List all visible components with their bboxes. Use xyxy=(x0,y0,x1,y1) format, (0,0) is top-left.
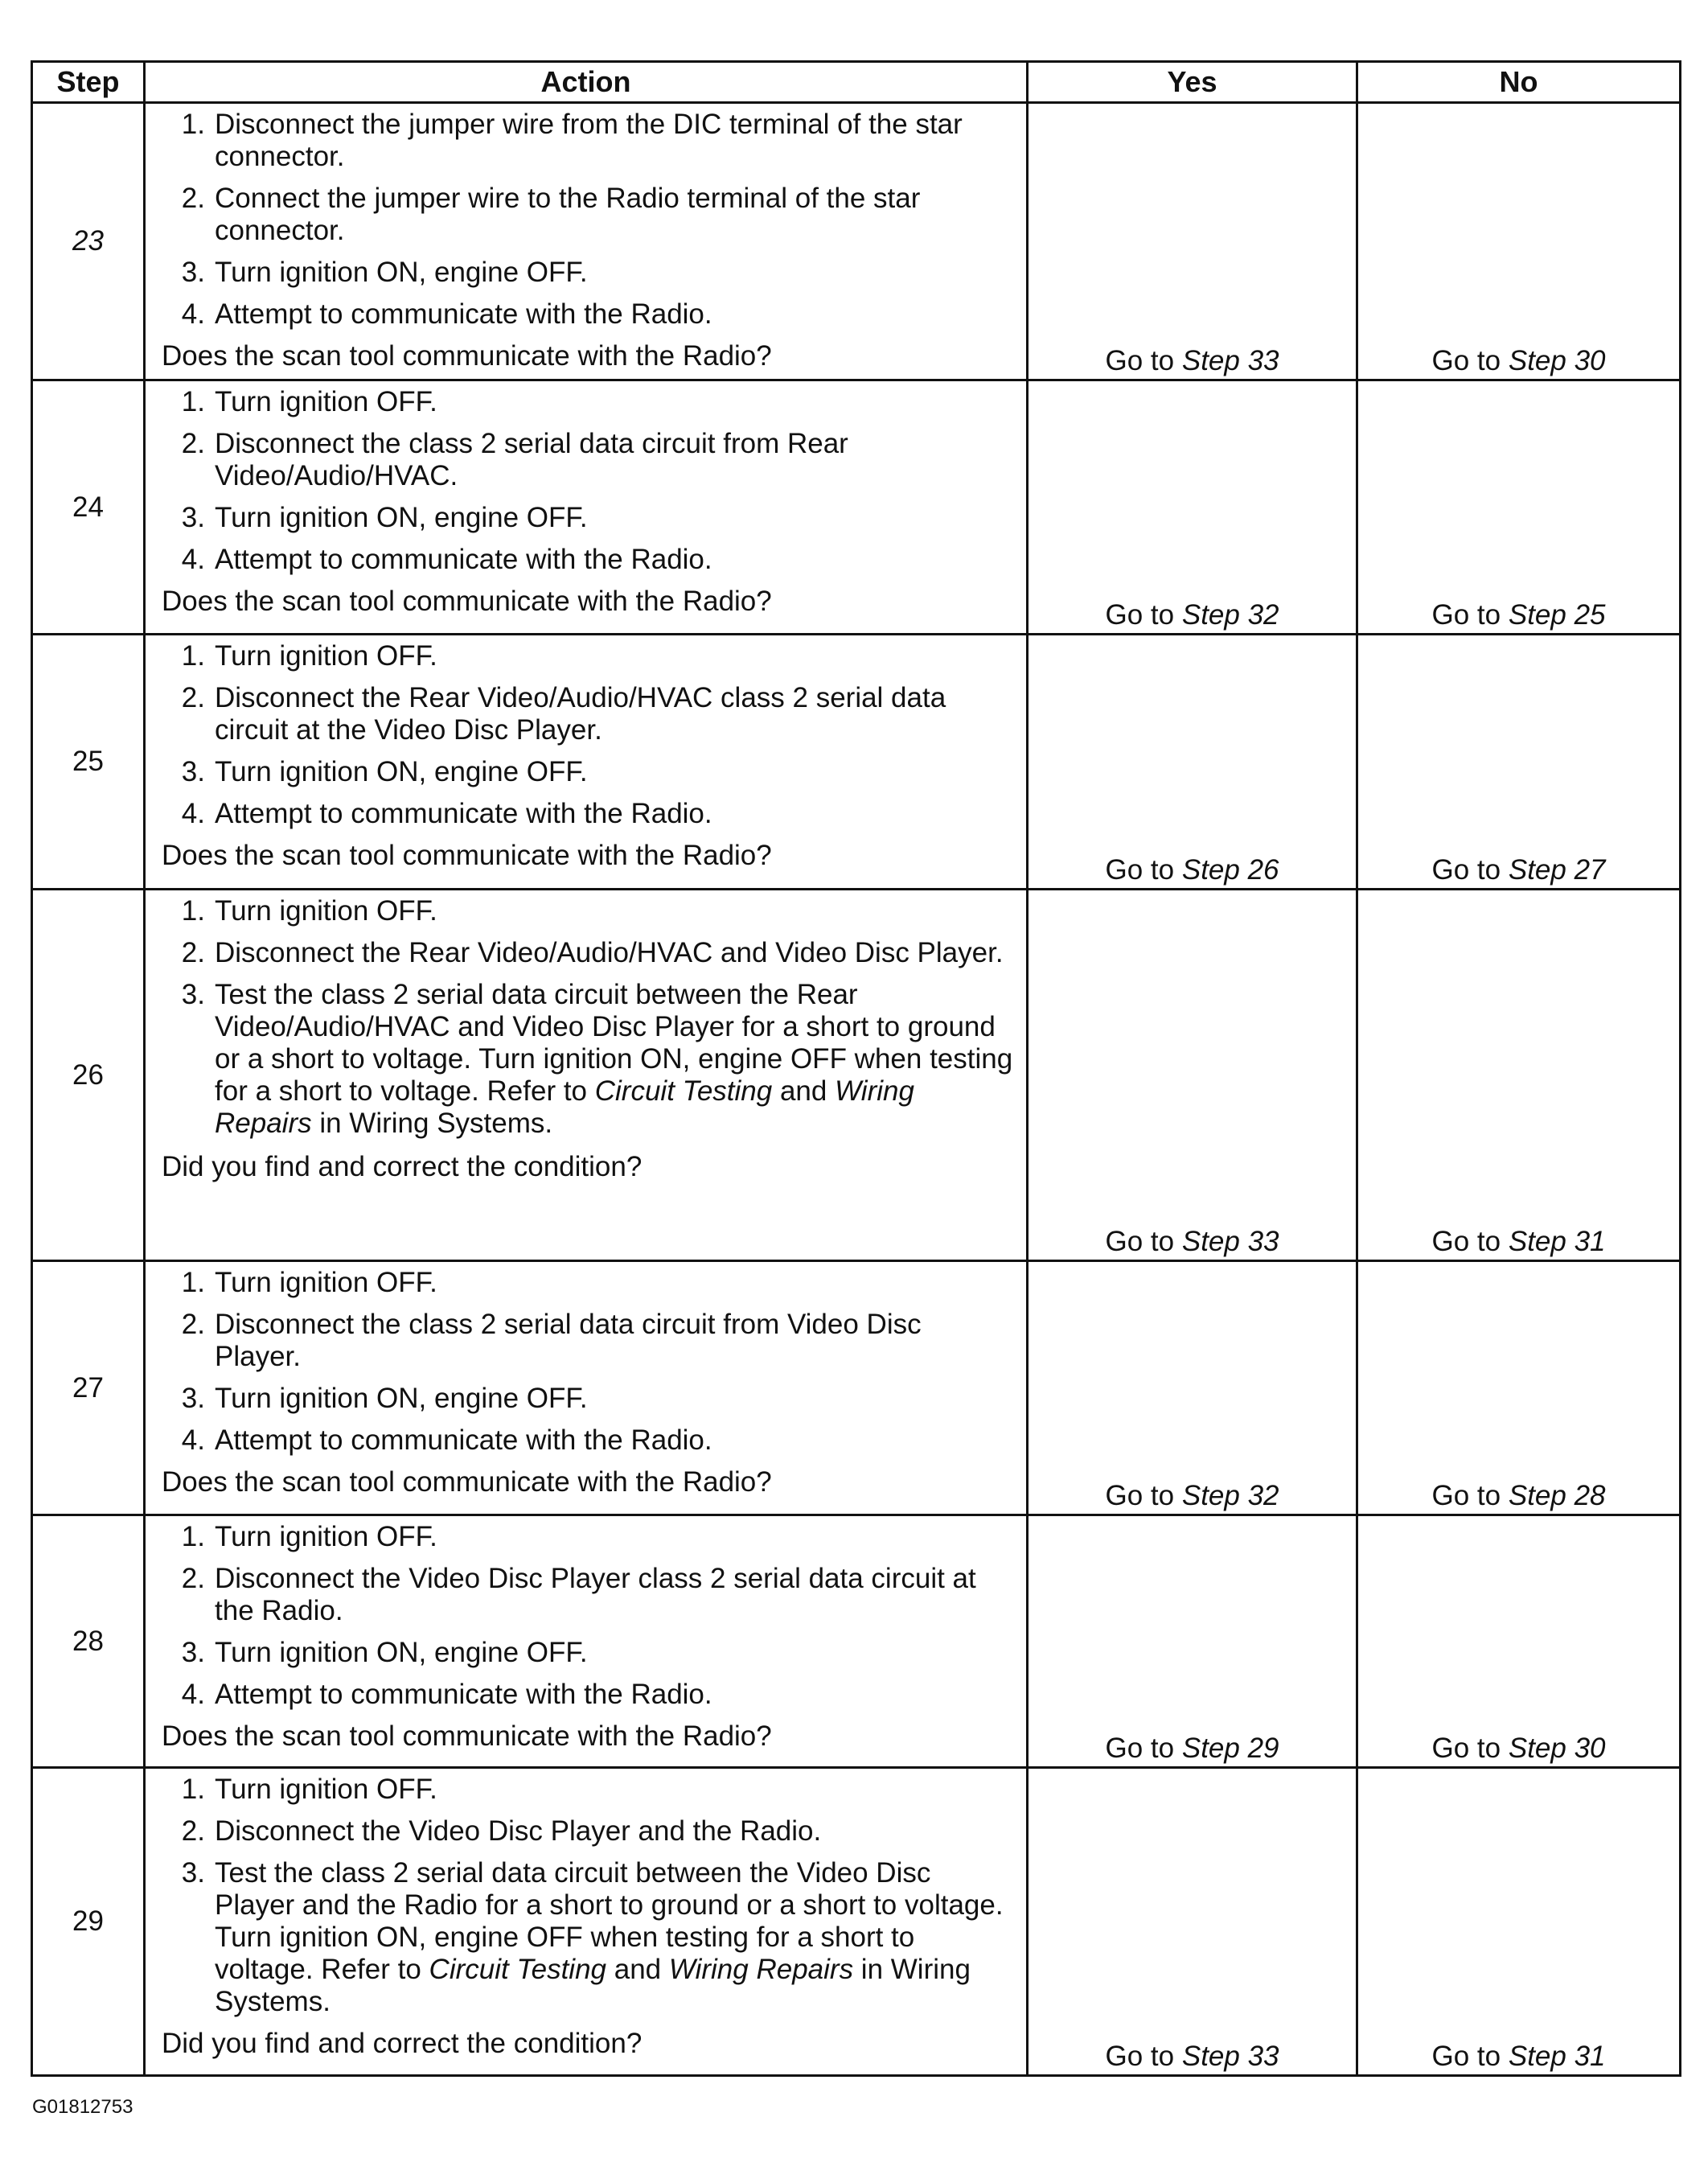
yes-step-reference: Step 29 xyxy=(1181,1733,1279,1764)
action-substep xyxy=(162,502,1015,534)
action-question: Does the scan tool communicate with the Radio? xyxy=(162,340,772,372)
substep-text xyxy=(215,1521,1015,1553)
action-question: Did you find and correct the condition? xyxy=(162,1151,643,1182)
action-substep xyxy=(162,298,1015,331)
no-step-reference: Step 31 xyxy=(1508,1226,1606,1257)
no-step-reference: Step 30 xyxy=(1508,1733,1606,1764)
action-substep xyxy=(162,544,1015,576)
action-substep xyxy=(162,1424,1015,1457)
substep-segment: Turn ignition OFF. xyxy=(215,386,437,417)
substep-segment: Disconnect the Rear Video/Audio/HVAC and Video Disc Player. xyxy=(215,937,1004,968)
action-question: Does the scan tool communicate with the Radio? xyxy=(162,1720,772,1752)
figure-id: G01812753 xyxy=(32,2096,133,2118)
table-row xyxy=(32,1768,1681,2076)
substep-number: 2. xyxy=(181,1815,205,1847)
substep-segment: Test the class 2 serial data circuit between the xyxy=(215,979,797,1010)
action-substep xyxy=(162,1521,1015,1553)
substep-number: 1. xyxy=(181,1267,205,1298)
no-cell xyxy=(1357,1768,1681,2076)
no-cell xyxy=(1357,1261,1681,1515)
substep-number: 2. xyxy=(181,183,205,214)
no-step-reference: Step 30 xyxy=(1508,345,1606,376)
substep-text xyxy=(215,1815,1015,1848)
substep-number: 4. xyxy=(181,1424,205,1456)
substep-segment: Test the class 2 serial data circuit between the Video Disc Player and the Radio for a short to ground or a short to voltage. Turn ignition ON, engine OFF when testing for a short to voltage. Refer to xyxy=(215,1857,1004,1985)
no-step-reference: Step 28 xyxy=(1508,1480,1606,1511)
yes-cell xyxy=(1028,1515,1357,1768)
table-body xyxy=(32,103,1681,2076)
action-substep xyxy=(162,756,1015,788)
no-cell xyxy=(1357,380,1681,635)
step-number: 23 xyxy=(32,103,145,380)
action-cell xyxy=(145,380,1028,635)
action-substep xyxy=(162,1563,1015,1627)
substep-text xyxy=(215,979,1015,1140)
yes-cell xyxy=(1028,1261,1357,1515)
substep-text xyxy=(215,109,1015,173)
table-row xyxy=(32,1515,1681,1768)
substep-text xyxy=(215,937,1015,969)
substep-number: 3. xyxy=(181,502,205,533)
substep-segment: Turn ignition ON, engine OFF. xyxy=(215,1637,588,1668)
substep-text xyxy=(215,1267,1015,1299)
substep-text xyxy=(215,428,1015,492)
no-cell xyxy=(1357,635,1681,890)
go-to-label: Go to xyxy=(1105,1226,1175,1257)
yes-step-reference: Step 33 xyxy=(1181,1226,1279,1257)
action-substep xyxy=(162,1383,1015,1415)
substep-segment: Turn ignition ON, engine OFF. xyxy=(215,502,588,533)
substep-text xyxy=(215,1424,1015,1457)
action-substep xyxy=(162,109,1015,173)
substep-number: 4. xyxy=(181,544,205,575)
go-to-label: Go to xyxy=(1431,2041,1501,2072)
go-to-label: Go to xyxy=(1105,345,1175,376)
action-substep xyxy=(162,1815,1015,1848)
yes-cell xyxy=(1028,380,1357,635)
substep-segment: Turn ignition ON, engine OFF. xyxy=(215,1383,588,1414)
header-no: No xyxy=(1357,62,1681,103)
table-row xyxy=(32,635,1681,890)
yes-cell xyxy=(1028,1768,1357,2076)
table-row xyxy=(32,103,1681,380)
action-substep xyxy=(162,1679,1015,1711)
substep-segment: Disconnect the Video Disc Player class 2 serial data circuit at the Radio. xyxy=(215,1563,976,1626)
go-to-label: Go to xyxy=(1105,1480,1175,1511)
substep-number: 2. xyxy=(181,428,205,459)
action-substep xyxy=(162,1309,1015,1373)
substep-segment: Turn ignition OFF. xyxy=(215,1267,437,1298)
substep-segment: Rear Video/Audio/HVAC. xyxy=(215,428,848,491)
substep-text xyxy=(215,386,1015,418)
substep-number: 1. xyxy=(181,1774,205,1805)
yes-cell xyxy=(1028,635,1357,890)
substep-number: 3. xyxy=(181,979,205,1010)
action-substep xyxy=(162,798,1015,830)
action-substep xyxy=(162,1637,1015,1669)
substep-number: 2. xyxy=(181,1563,205,1594)
action-substep xyxy=(162,257,1015,289)
reference-link-text: Wiring Repairs xyxy=(668,1954,854,1985)
substep-segment: Turn ignition ON, engine OFF. xyxy=(215,257,588,288)
no-step-reference: Step 27 xyxy=(1508,854,1606,886)
substep-number: 3. xyxy=(181,1857,205,1889)
action-cell xyxy=(145,1261,1028,1515)
substep-text xyxy=(215,1309,1015,1373)
substep-segment: Connect the jumper wire to the Radio terminal of the star connector. xyxy=(215,183,921,246)
yes-step-reference: Step 32 xyxy=(1181,599,1279,631)
substep-text xyxy=(215,544,1015,576)
action-cell xyxy=(145,1515,1028,1768)
action-substep xyxy=(162,895,1015,927)
action-question: Does the scan tool communicate with the Radio? xyxy=(162,840,772,871)
substep-segment: Disconnect the Video Disc Player and the Radio. xyxy=(215,1815,822,1847)
yes-step-reference: Step 33 xyxy=(1181,2041,1279,2072)
step-number: 27 xyxy=(32,1261,145,1515)
yes-step-reference: Step 33 xyxy=(1181,345,1279,376)
go-to-label: Go to xyxy=(1431,1226,1501,1257)
action-cell xyxy=(145,635,1028,890)
no-cell xyxy=(1357,890,1681,1261)
substep-segment: Attempt to communicate with the Radio. xyxy=(215,544,712,575)
step-number: 26 xyxy=(32,890,145,1261)
substep-text xyxy=(215,298,1015,331)
substep-number: 3. xyxy=(181,257,205,288)
go-to-label: Go to xyxy=(1105,2041,1175,2072)
substep-text xyxy=(215,682,1015,746)
substep-segment: in Wiring Systems. xyxy=(215,1954,971,2017)
diagnostic-table xyxy=(31,60,1681,2077)
action-substep xyxy=(162,386,1015,418)
substep-segment: Attempt to communicate with the Radio. xyxy=(215,298,712,330)
substep-text xyxy=(215,1563,1015,1627)
action-question: Does the scan tool communicate with the Radio? xyxy=(162,586,772,617)
header-action: Action xyxy=(145,62,1028,103)
table-row xyxy=(32,380,1681,635)
action-question: Did you find and correct the condition? xyxy=(162,2028,643,2059)
substep-number: 2. xyxy=(181,682,205,713)
substep-segment: and xyxy=(606,1954,669,1985)
action-cell xyxy=(145,103,1028,380)
substep-number: 1. xyxy=(181,640,205,672)
substep-segment: Turn ignition OFF. xyxy=(215,895,437,927)
substep-number: 2. xyxy=(181,1309,205,1340)
substep-text xyxy=(215,257,1015,289)
substep-text xyxy=(215,1383,1015,1415)
substep-text xyxy=(215,502,1015,534)
substep-segment: Rear Video/Audio/HVAC and Video Disc Player for a short to ground or a short to voltage. Turn ignition ON, engine OFF when testing for a short to voltage. Refer to xyxy=(215,979,1013,1107)
substep-number: 3. xyxy=(181,1383,205,1414)
table-row xyxy=(32,1261,1681,1515)
action-substep xyxy=(162,682,1015,746)
substep-number: 1. xyxy=(181,386,205,417)
substep-text xyxy=(215,756,1015,788)
action-substep xyxy=(162,640,1015,672)
go-to-label: Go to xyxy=(1431,1733,1501,1764)
action-substep xyxy=(162,183,1015,247)
step-number: 25 xyxy=(32,635,145,890)
substep-number: 1. xyxy=(181,109,205,140)
step-number: 29 xyxy=(32,1768,145,2076)
yes-step-reference: Step 26 xyxy=(1181,854,1279,886)
go-to-label: Go to xyxy=(1105,1733,1175,1764)
action-substep xyxy=(162,428,1015,492)
no-cell xyxy=(1357,103,1681,380)
action-substep xyxy=(162,1774,1015,1806)
step-number: 24 xyxy=(32,380,145,635)
substep-text xyxy=(215,895,1015,927)
substep-segment: Disconnect the Rear Video/Audio/HVAC class 2 serial data circuit at the Video Disc Player. xyxy=(215,682,946,746)
substep-number: 4. xyxy=(181,798,205,829)
substep-number: 2. xyxy=(181,937,205,968)
substep-segment: Turn ignition ON, engine OFF. xyxy=(215,756,588,787)
action-substep xyxy=(162,937,1015,969)
step-number: 28 xyxy=(32,1515,145,1768)
substep-text xyxy=(215,1679,1015,1711)
action-cell xyxy=(145,890,1028,1261)
substep-segment: Attempt to communicate with the Radio. xyxy=(215,1679,712,1710)
substep-segment: in Wiring Systems. xyxy=(311,1108,553,1139)
substep-segment: Turn ignition OFF. xyxy=(215,640,437,672)
substep-text xyxy=(215,1774,1015,1806)
go-to-label: Go to xyxy=(1105,854,1175,886)
yes-cell xyxy=(1028,103,1357,380)
substep-number: 4. xyxy=(181,298,205,330)
substep-segment: Turn ignition OFF. xyxy=(215,1521,437,1552)
substep-segment: Disconnect the class 2 serial data circuit from xyxy=(215,428,787,459)
action-cell xyxy=(145,1768,1028,2076)
substep-text xyxy=(215,1857,1015,2018)
go-to-label: Go to xyxy=(1431,854,1501,886)
reference-link-text: Wiring Repairs xyxy=(215,1075,914,1139)
header-step: Step xyxy=(32,62,145,103)
substep-segment: Turn ignition OFF. xyxy=(215,1774,437,1805)
substep-number: 3. xyxy=(181,1637,205,1668)
go-to-label: Go to xyxy=(1431,1480,1501,1511)
substep-text xyxy=(215,183,1015,247)
yes-cell xyxy=(1028,890,1357,1261)
action-substep xyxy=(162,1857,1015,2018)
action-substep xyxy=(162,1267,1015,1299)
header-row xyxy=(32,62,1681,103)
yes-step-reference: Step 32 xyxy=(1181,1480,1279,1511)
action-substep xyxy=(162,979,1015,1140)
reference-link-text: Circuit Testing xyxy=(594,1075,773,1107)
substep-text xyxy=(215,798,1015,830)
substep-text xyxy=(215,640,1015,672)
substep-number: 4. xyxy=(181,1679,205,1710)
substep-number: 3. xyxy=(181,756,205,787)
substep-number: 1. xyxy=(181,895,205,927)
substep-segment: Attempt to communicate with the Radio. xyxy=(215,798,712,829)
no-step-reference: Step 31 xyxy=(1508,2041,1606,2072)
action-question: Does the scan tool communicate with the Radio? xyxy=(162,1466,772,1498)
substep-segment: Disconnect the class 2 serial data circuit from Video Disc Player. xyxy=(215,1309,922,1372)
header-yes: Yes xyxy=(1028,62,1357,103)
no-cell xyxy=(1357,1515,1681,1768)
table-row xyxy=(32,890,1681,1261)
substep-segment: Disconnect the jumper wire from the DIC terminal of the star connector. xyxy=(215,109,963,172)
no-step-reference: Step 25 xyxy=(1508,599,1606,631)
reference-link-text: Circuit Testing xyxy=(429,1954,607,1985)
substep-text xyxy=(215,1637,1015,1669)
go-to-label: Go to xyxy=(1105,599,1175,631)
go-to-label: Go to xyxy=(1431,599,1501,631)
go-to-label: Go to xyxy=(1431,345,1501,376)
substep-segment: and xyxy=(772,1075,836,1107)
substep-segment: Attempt to communicate with the Radio. xyxy=(215,1424,712,1456)
substep-number: 1. xyxy=(181,1521,205,1552)
